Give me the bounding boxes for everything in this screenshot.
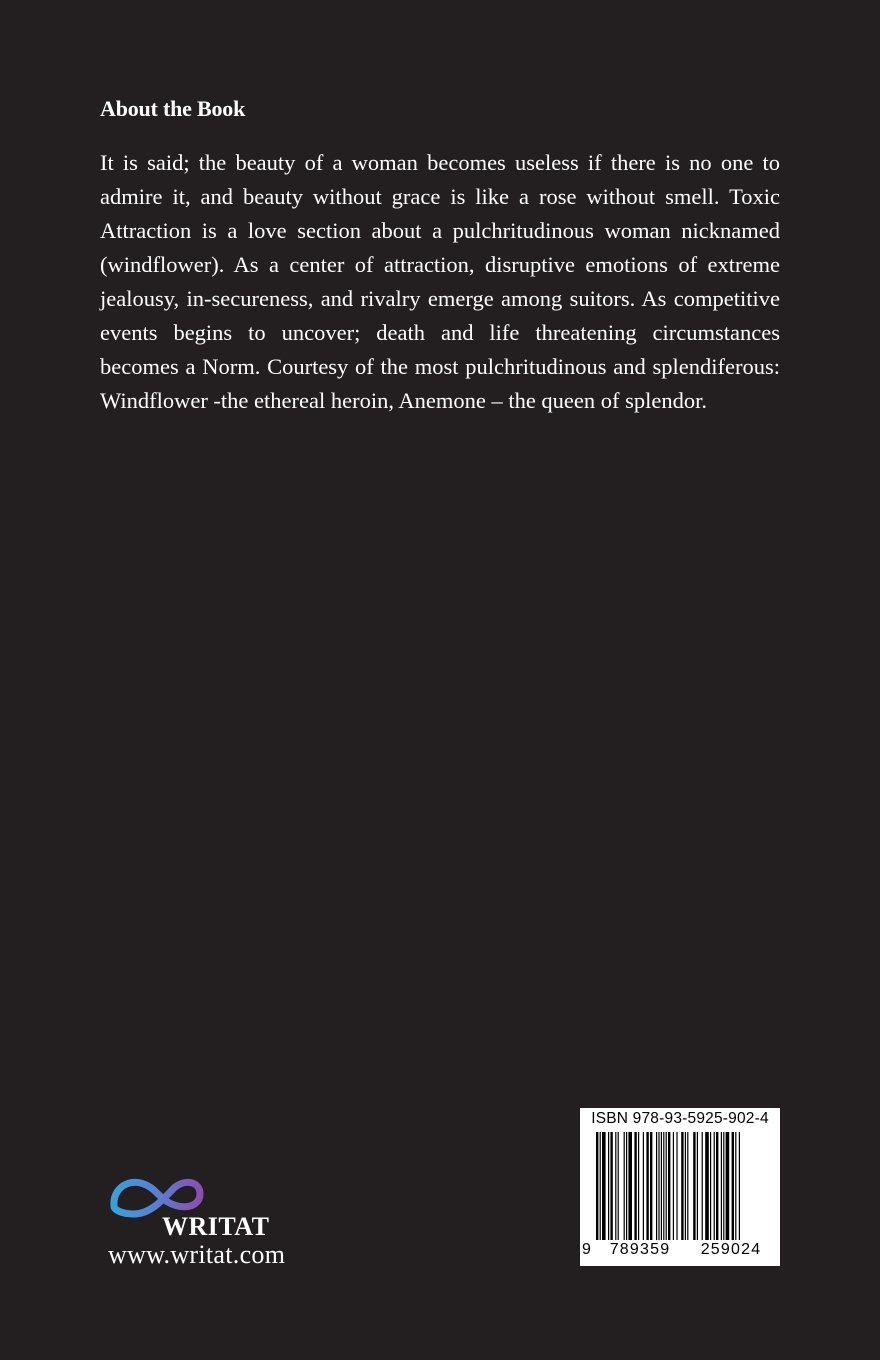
barcode-bar — [702, 1132, 703, 1240]
barcode-bar — [693, 1132, 695, 1240]
barcode-bar — [681, 1132, 683, 1240]
publisher-name: WRITAT — [162, 1212, 270, 1241]
barcode-bar — [685, 1132, 686, 1240]
barcode-bar — [634, 1132, 636, 1240]
barcode-bar — [710, 1132, 711, 1240]
barcode-bar — [666, 1132, 667, 1240]
barcode-bar — [735, 1132, 736, 1252]
barcode-bar — [624, 1132, 625, 1240]
barcode-bar — [638, 1132, 639, 1240]
barcode-bar — [705, 1132, 709, 1240]
barcode-bar — [732, 1132, 734, 1240]
section-heading: About the Book — [100, 96, 246, 121]
isbn-barcode — [580, 1108, 780, 1266]
barcode-bar — [610, 1132, 612, 1240]
barcode-bar — [618, 1132, 619, 1240]
book-description: It is said; the beauty of a woman becomes useless if there is no one to admire it, and beauty without grace is like a rose without smell. Toxic Attraction is a love section about a pulchritudinous woman nicknamed (windflower). As a center of attraction, disruptive emotions of extreme jealousy, in-secureness, and rivalry emerge among suitors. As competitive events begins to uncover; death and life threatening circumstances becomes a Norm. Courtesy of the most pulchritudinous and splendiferous: Windflower -the ethereal heroin, Anemone – the queen of splendor. — [100, 150, 780, 413]
barcode-bar — [661, 1132, 662, 1240]
barcode-bar — [676, 1132, 677, 1240]
barcode-bar — [646, 1132, 648, 1240]
barcode-bar — [723, 1132, 724, 1240]
barcode-bar — [714, 1132, 715, 1240]
barcode-bar — [668, 1132, 670, 1240]
barcode-bar — [716, 1132, 718, 1240]
barcode-bar — [628, 1132, 632, 1240]
barcode-bar — [643, 1132, 644, 1240]
isbn-label: ISBN 978-93-5925-902-4 — [591, 1110, 769, 1127]
barcode-bar — [658, 1132, 659, 1240]
publisher-url: www.writat.com — [108, 1240, 286, 1269]
barcode-bar — [596, 1132, 598, 1252]
barcode-bar — [697, 1132, 698, 1240]
ean-first-digit: 9 — [582, 1241, 591, 1258]
barcode-bar — [602, 1132, 606, 1240]
barcode-bar — [673, 1132, 674, 1240]
barcode-bar — [656, 1132, 657, 1252]
barcode-bar — [650, 1132, 652, 1252]
ean-left-digits: 789359 — [596, 1240, 684, 1260]
barcode-bar — [663, 1132, 664, 1240]
barcode-bar — [739, 1132, 740, 1252]
barcode-bar — [726, 1132, 730, 1240]
barcode-bar — [608, 1132, 609, 1240]
barcode-bar — [687, 1132, 688, 1240]
barcode-bar — [615, 1132, 616, 1240]
barcode-bar — [721, 1132, 722, 1240]
ean-right-digits: 259024 — [686, 1240, 776, 1260]
barcode-bar — [600, 1132, 601, 1252]
barcode-bar — [626, 1132, 627, 1240]
